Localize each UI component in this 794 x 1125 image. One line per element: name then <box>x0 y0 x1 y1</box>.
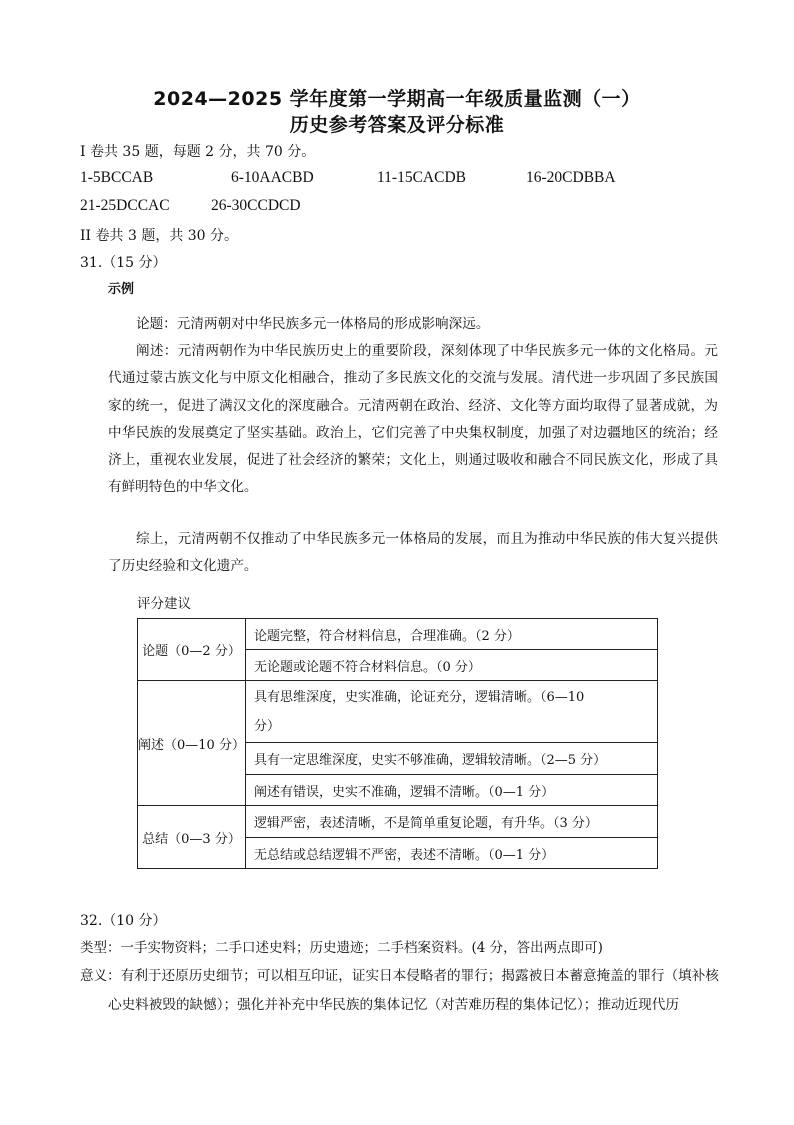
answer-group: 6-10AACBD <box>231 169 314 186</box>
page-subtitle: 历史参考答案及评分标准 <box>289 114 505 136</box>
part2-header: II 卷共 3 题，共 30 分。 <box>80 228 239 244</box>
answer-group: 16-20CDBBA <box>526 169 616 186</box>
question-32-meaning: 意义：有利于还原历史细节；可以相互印证，证实日本侵略者的罪行；揭露被日本蓄意掩盖的罪行（填补核心史料被毁的缺憾）；强化并补充中华民族的集体记忆（对苦难历程的集体记忆）；推动近现代历 <box>80 968 719 1013</box>
rubric-category-conclusion: 总结（0—3 分） <box>138 806 246 869</box>
rubric-criterion: 具有一定思维深度，史实不够准确，逻辑较清晰。（2—5 分） <box>246 743 658 775</box>
rubric-criterion: 阐述有错误，史实不准确，逻辑不清晰。（0—1 分） <box>246 775 658 806</box>
conclusion-paragraph: 综上，元清两朝不仅推动了中华民族多元一体格局的发展，而且为推动中华民族的伟大复兴提供了历史经验和文化遗产。 <box>108 531 718 575</box>
rubric-criterion: 具有思维深度，史实准确，论证充分，逻辑清晰。（6—10 分） <box>246 681 658 743</box>
rubric-category-exposition: 阐述（0—10 分） <box>138 681 246 806</box>
exposition-paragraph: 阐述：元清两朝作为中华民族历史上的重要阶段，深刻体现了中华民族多元一体的文化格局。元代通过蒙古族文化与中原文化相融合，推动了多民族文化的交流与发展。清代进一步巩固了多民族国家的统一，促进了满汉文化的深度融合。元清两朝在政治、经济、文化等方面均取得了显著成就，为中华民族的发展奠定了坚实基础。政治上，它们完善了中央集权制度，加强了对边疆地区的统治；经济上，重视农业发展，促进了社会经济的繁荣；文化上，则通过吸收和融合不同民族文化，形成了具有鲜明特色的中华文化。 <box>108 343 718 496</box>
rubric-label: 评分建议 <box>137 596 191 612</box>
answer-group: 21-25DCCAC <box>80 197 170 214</box>
page-title: 2024—2025 学年度第一学期高一年级质量监测（一） <box>153 88 641 110</box>
example-label: 示例 <box>108 282 135 297</box>
question-32-type: 类型：一手实物资料；二手口述史料；历史遗迹；二手档案资料。(4 分，答出两点即可) <box>80 940 603 956</box>
thesis-paragraph: 论题：元清两朝对中华民族多元一体格局的形成影响深远。 <box>136 316 490 332</box>
answer-group: 11-15CACDB <box>377 169 466 186</box>
answer-group: 26-30CCDCD <box>211 197 301 214</box>
rubric-category-thesis: 论题（0—2 分） <box>138 619 246 681</box>
rubric-criterion: 论题完整，符合材料信息，合理准确。（2 分） <box>246 619 658 650</box>
question-31-number: 31.（15 分） <box>80 255 167 271</box>
part1-header: I 卷共 35 题，每题 2 分，共 70 分。 <box>80 144 316 160</box>
question-32-number: 32.（10 分） <box>80 913 167 929</box>
rubric-criterion: 无论题或论题不符合材料信息。（0 分） <box>246 650 658 681</box>
answer-group: 1-5BCCAB <box>80 169 154 186</box>
rubric-table <box>137 618 658 869</box>
rubric-criterion: 无总结或总结逻辑不严密，表述不清晰。（0—1 分） <box>246 838 658 869</box>
rubric-criterion: 逻辑严密，表述清晰，不是简单重复论题，有升华。（3 分） <box>246 806 658 838</box>
